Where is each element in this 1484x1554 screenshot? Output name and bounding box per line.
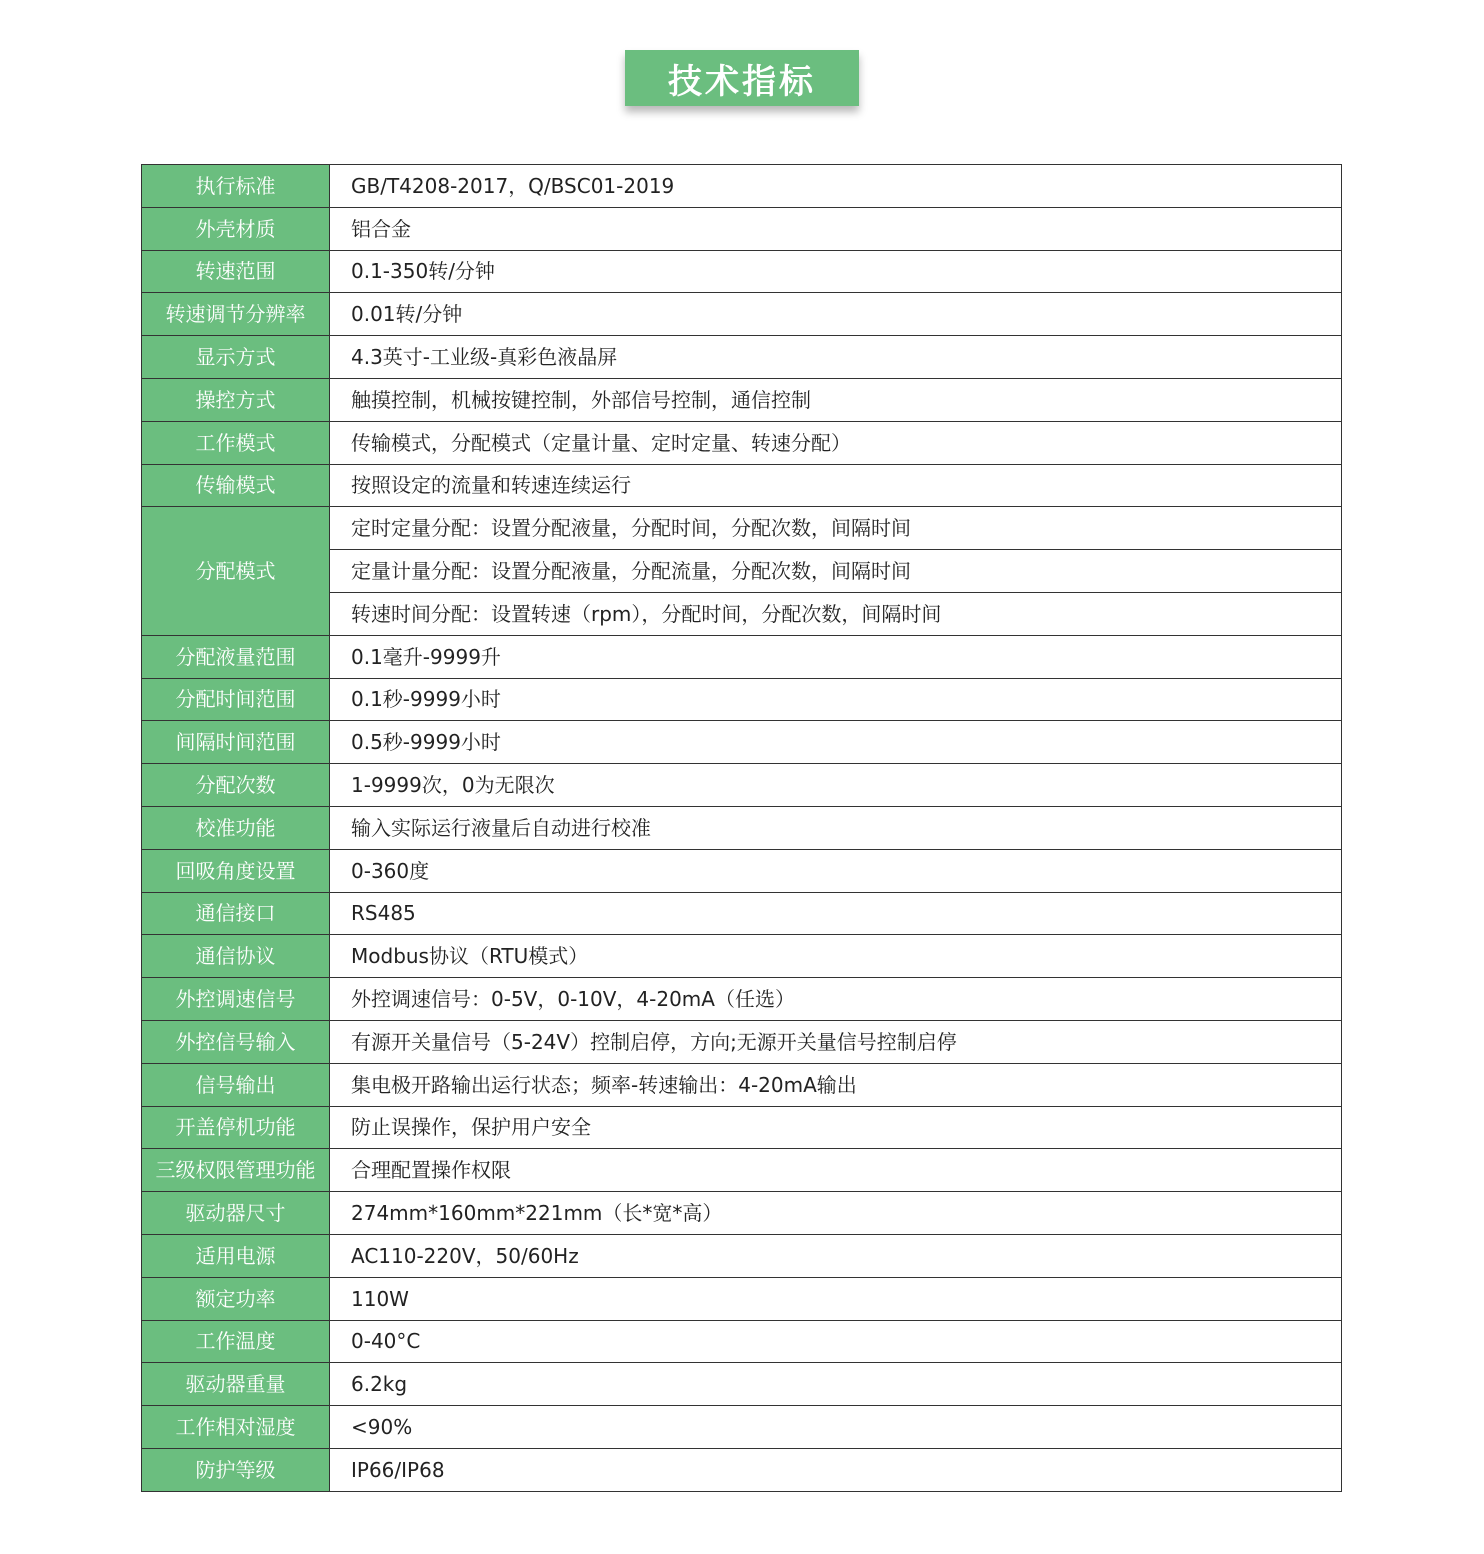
table-row — [142, 935, 1342, 978]
spec-label: 分配液量范围 — [142, 635, 330, 678]
spec-value: IP66/IP68 — [330, 1448, 1342, 1491]
spec-label: 驱动器尺寸 — [142, 1192, 330, 1235]
spec-label: 分配模式 — [142, 507, 330, 635]
spec-value: 0-360度 — [330, 849, 1342, 892]
spec-label: 外控调速信号 — [142, 978, 330, 1021]
spec-label: 外壳材质 — [142, 207, 330, 250]
spec-value: 110W — [330, 1277, 1342, 1320]
spec-label: 通信接口 — [142, 892, 330, 935]
table-row — [142, 1277, 1342, 1320]
spec-label: 校准功能 — [142, 806, 330, 849]
spec-label: 回吸角度设置 — [142, 849, 330, 892]
spec-value: 0.5秒-9999小时 — [330, 721, 1342, 764]
table-row — [142, 421, 1342, 464]
spec-value: 转速时间分配：设置转速（rpm），分配时间，分配次数，间隔时间 — [330, 592, 1342, 635]
table-row — [142, 378, 1342, 421]
spec-value: <90% — [330, 1406, 1342, 1449]
spec-value: 按照设定的流量和转速连续运行 — [330, 464, 1342, 507]
spec-value: 定时定量分配：设置分配液量，分配时间，分配次数，间隔时间 — [330, 507, 1342, 550]
spec-label: 驱动器重量 — [142, 1363, 330, 1406]
table-row — [142, 1063, 1342, 1106]
spec-value: 触摸控制，机械按键控制，外部信号控制，通信控制 — [330, 378, 1342, 421]
table-row — [142, 635, 1342, 678]
spec-label: 分配次数 — [142, 764, 330, 807]
spec-value: RS485 — [330, 892, 1342, 935]
spec-label: 执行标准 — [142, 165, 330, 208]
table-row — [142, 678, 1342, 721]
spec-label: 显示方式 — [142, 336, 330, 379]
spec-value: Modbus协议（RTU模式） — [330, 935, 1342, 978]
spec-value: 6.2kg — [330, 1363, 1342, 1406]
table-row — [142, 892, 1342, 935]
spec-value: 防止误操作，保护用户安全 — [330, 1106, 1342, 1149]
table-row — [142, 806, 1342, 849]
table-row — [142, 1363, 1342, 1406]
spec-value: 外控调速信号：0-5V，0-10V，4-20mA（任选） — [330, 978, 1342, 1021]
table-row — [142, 764, 1342, 807]
spec-label: 传输模式 — [142, 464, 330, 507]
spec-value: 定量计量分配：设置分配液量，分配流量，分配次数，间隔时间 — [330, 550, 1342, 593]
table-row — [142, 165, 1342, 208]
spec-value: 传输模式，分配模式（定量计量、定时定量、转速分配） — [330, 421, 1342, 464]
spec-label: 适用电源 — [142, 1234, 330, 1277]
table-row — [142, 849, 1342, 892]
spec-label: 操控方式 — [142, 378, 330, 421]
table-row — [142, 207, 1342, 250]
table-row — [142, 1020, 1342, 1063]
table-row — [142, 1106, 1342, 1149]
spec-label: 工作温度 — [142, 1320, 330, 1363]
spec-label: 三级权限管理功能 — [142, 1149, 330, 1192]
spec-value: 1-9999次，0为无限次 — [330, 764, 1342, 807]
spec-value: GB/T4208-2017，Q/BSC01-2019 — [330, 165, 1342, 208]
spec-label: 额定功率 — [142, 1277, 330, 1320]
table-row — [142, 464, 1342, 507]
spec-value: AC110-220V，50/60Hz — [330, 1234, 1342, 1277]
spec-value: 合理配置操作权限 — [330, 1149, 1342, 1192]
table-row — [142, 1448, 1342, 1491]
spec-value: 输入实际运行液量后自动进行校准 — [330, 806, 1342, 849]
spec-label: 转速调节分辨率 — [142, 293, 330, 336]
table-row — [142, 1406, 1342, 1449]
spec-table-body — [142, 165, 1342, 1492]
spec-label: 间隔时间范围 — [142, 721, 330, 764]
spec-label: 通信协议 — [142, 935, 330, 978]
section-title: 技术指标 — [625, 50, 859, 106]
spec-label: 开盖停机功能 — [142, 1106, 330, 1149]
table-row — [142, 1192, 1342, 1235]
table-row — [142, 507, 1342, 550]
spec-value: 4.3英寸-工业级-真彩色液晶屏 — [330, 336, 1342, 379]
spec-value: 0.1毫升-9999升 — [330, 635, 1342, 678]
spec-value: 集电极开路输出运行状态；频率-转速输出：4-20mA输出 — [330, 1063, 1342, 1106]
table-row — [142, 1234, 1342, 1277]
spec-label: 转速范围 — [142, 250, 330, 293]
spec-value: 0-40°C — [330, 1320, 1342, 1363]
table-row — [142, 1320, 1342, 1363]
table-row — [142, 336, 1342, 379]
table-row — [142, 293, 1342, 336]
spec-value: 0.1秒-9999小时 — [330, 678, 1342, 721]
table-row — [142, 1149, 1342, 1192]
spec-value: 铝合金 — [330, 207, 1342, 250]
spec-label: 工作模式 — [142, 421, 330, 464]
spec-label: 工作相对湿度 — [142, 1406, 330, 1449]
spec-value: 有源开关量信号（5-24V）控制启停，方向;无源开关量信号控制启停 — [330, 1020, 1342, 1063]
spec-value: 0.1-350转/分钟 — [330, 250, 1342, 293]
table-row — [142, 250, 1342, 293]
spec-value: 274mm*160mm*221mm（长*宽*高） — [330, 1192, 1342, 1235]
spec-label: 防护等级 — [142, 1448, 330, 1491]
spec-label: 信号输出 — [142, 1063, 330, 1106]
table-row — [142, 721, 1342, 764]
spec-table — [141, 164, 1342, 1492]
spec-label: 外控信号输入 — [142, 1020, 330, 1063]
spec-value: 0.01转/分钟 — [330, 293, 1342, 336]
table-row — [142, 978, 1342, 1021]
spec-label: 分配时间范围 — [142, 678, 330, 721]
